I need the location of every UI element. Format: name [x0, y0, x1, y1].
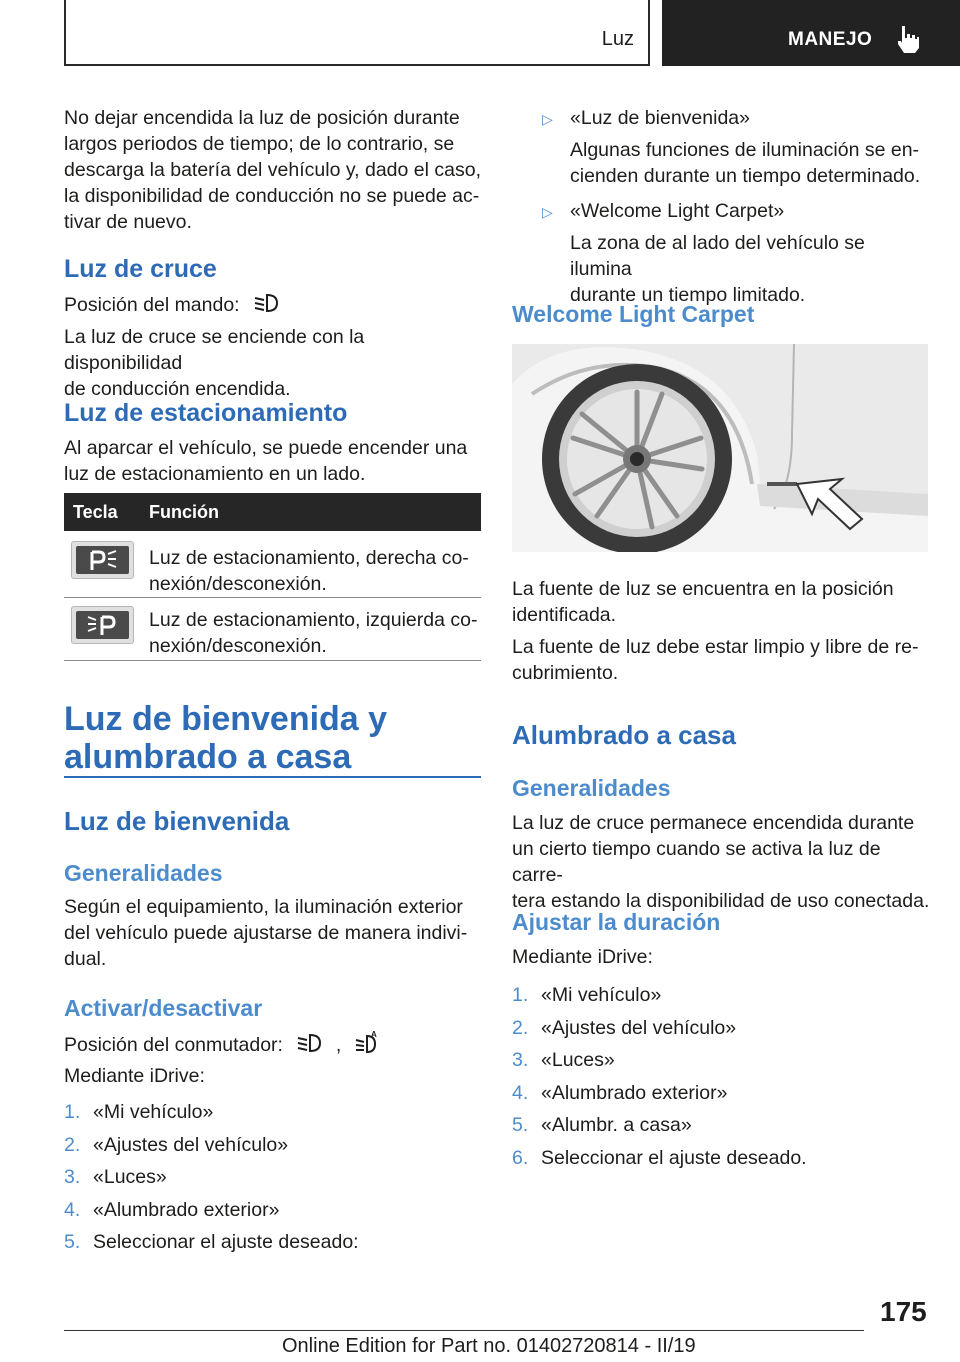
table-header-funcion: Función	[149, 502, 219, 522]
table-row-left	[149, 607, 479, 659]
activar-position-label	[64, 1030, 381, 1058]
step-text: «Alumbrado exterior»	[93, 1198, 280, 1221]
step-number: 2.	[512, 1016, 529, 1039]
list-item	[512, 105, 932, 189]
step-number: 4.	[64, 1198, 81, 1221]
step-text: «Ajustes del vehículo»	[93, 1133, 289, 1156]
table-row-divider	[64, 597, 481, 598]
step-text: «Alumbr. a casa»	[541, 1114, 692, 1136]
alumbrado-line: tera estando la disponibilidad de uso conectada.	[512, 890, 930, 912]
bullet-desc-line: La zona de al lado del vehículo se ilumina	[570, 232, 865, 280]
list-item	[512, 1047, 932, 1080]
list-item	[64, 1229, 484, 1262]
intro-line: descarga la batería del vehículo y, dado el caso,	[64, 159, 481, 181]
parking-light-left-icon	[86, 613, 120, 639]
footer-edition: Online Edition for Part no. 01402720814 - II/19	[282, 1335, 696, 1357]
list-item	[64, 1132, 484, 1165]
list-item	[512, 1015, 932, 1048]
bullet-desc-line: durante un tiempo limitado.	[570, 284, 806, 306]
list-item	[64, 1164, 484, 1197]
step-text: Seleccionar el ajuste deseado:	[93, 1231, 359, 1253]
list-item	[64, 1197, 484, 1230]
table-row-divider	[64, 660, 481, 661]
footer-rule	[64, 1330, 864, 1331]
table-cell-line: Luz de estacionamiento, derecha co-	[149, 547, 469, 569]
step-number: 5.	[64, 1231, 81, 1253]
carpet-paragraph-2	[512, 634, 932, 686]
heading-line: alumbrado a casa	[64, 738, 352, 776]
step-number: 3.	[512, 1049, 529, 1071]
bullet-desc-line: cienden durante un tiempo determinado.	[570, 165, 921, 187]
step-number: 1.	[512, 984, 529, 1006]
low-beam-icon	[253, 292, 281, 314]
carpet-line: cubrimiento.	[512, 662, 619, 684]
comma-separator: ,	[335, 1034, 342, 1056]
step-text: «Alumbrado exterior»	[541, 1081, 728, 1104]
bullet-desc-line: Algunas funciones de iluminación se en-	[570, 139, 920, 161]
bullet-title: «Welcome Light Carpet»	[570, 200, 785, 222]
heading-generalidades-right: Generalidades	[512, 775, 671, 801]
cruce-paragraph	[64, 324, 484, 402]
parking-light-right-key	[71, 541, 134, 579]
list-item	[512, 1112, 932, 1145]
table-cell-line: nexión/desconexión.	[149, 573, 327, 595]
list-item	[512, 1080, 932, 1113]
heading-alumbrado-a-casa: Alumbrado a casa	[512, 720, 736, 750]
activar-position-text: Posición del conmutador:	[64, 1034, 283, 1056]
heading-rule	[64, 776, 481, 778]
car-wheel-photo	[512, 344, 928, 552]
list-item	[512, 982, 932, 1015]
step-text: Seleccionar el ajuste deseado.	[541, 1146, 807, 1169]
steps-list	[64, 1099, 484, 1262]
header-section-box	[64, 0, 650, 66]
step-number: 1.	[64, 1101, 81, 1123]
svg-text:A: A	[370, 1030, 377, 1039]
low-beam-icon	[296, 1032, 324, 1054]
bullet-list	[512, 105, 932, 308]
general-line: del vehículo puede ajustarse de manera indivi-	[64, 922, 468, 944]
heading-generalidades: Generalidades	[64, 860, 223, 886]
parking-light-left-key	[71, 606, 134, 644]
table-header	[64, 493, 481, 531]
general-line: dual.	[64, 948, 107, 970]
page-number: 175	[880, 1296, 927, 1327]
table-header-tecla: Tecla	[73, 502, 118, 522]
auto-light-icon	[353, 1030, 381, 1054]
triangle-bullet-icon: ▷	[542, 204, 553, 220]
header-section-title: Luz	[601, 28, 634, 50]
alumbrado-paragraph	[512, 810, 932, 914]
bullet-title: «Luz de bienvenida»	[570, 107, 750, 129]
heading-activar-desactivar: Activar/desactivar	[64, 995, 263, 1021]
heading-luz-de-estacionamiento: Luz de estacionamiento	[64, 399, 348, 427]
step-number: 6.	[512, 1146, 529, 1169]
alumbrado-line: un cierto tiempo cuando se activa la luz de carre-	[512, 838, 881, 886]
step-text: «Ajustes del vehículo»	[541, 1016, 737, 1039]
estac-line: luz de estacionamiento en un lado.	[64, 463, 366, 485]
cruce-position-label	[64, 292, 281, 318]
cruce-position-text: Posición del mando:	[64, 294, 240, 316]
heading-luz-de-cruce: Luz de cruce	[64, 255, 217, 283]
step-number: 2.	[64, 1133, 81, 1156]
intro-line: tivar de nuevo.	[64, 211, 192, 233]
idrive-label: Mediante iDrive:	[64, 1065, 205, 1087]
triangle-bullet-icon: ▷	[542, 111, 553, 127]
parking-light-right-icon	[88, 548, 120, 574]
carpet-line: La fuente de luz se encuentra en la posición	[512, 578, 894, 600]
heading-welcome-light-carpet: Welcome Light Carpet	[512, 301, 755, 327]
alumbrado-line: La luz de cruce permanece encendida durante	[512, 812, 915, 834]
step-number: 4.	[512, 1081, 529, 1104]
general-paragraph	[64, 894, 484, 972]
estac-paragraph	[64, 435, 484, 487]
table-cell-line: nexión/desconexión.	[149, 635, 327, 657]
list-item	[512, 1145, 932, 1178]
idrive-label-right: Mediante iDrive:	[512, 946, 653, 968]
step-text: «Luces»	[93, 1166, 167, 1188]
carpet-line: La fuente de luz debe estar limpio y libre de re-	[512, 636, 919, 658]
step-text: «Luces»	[541, 1049, 615, 1071]
steps-list-right	[512, 982, 932, 1177]
step-text: «Mi vehículo»	[541, 984, 662, 1006]
header-chapter-title: MANEJO	[788, 29, 873, 50]
heading-ajustar-la-duracion: Ajustar la duración	[512, 909, 721, 935]
heading-line: Luz de bienvenida y	[64, 700, 388, 738]
heading-luz-de-bienvenida-y-alumbrado	[64, 700, 387, 776]
step-number: 3.	[64, 1166, 81, 1188]
carpet-line: identificada.	[512, 604, 617, 626]
list-item	[64, 1099, 484, 1132]
table-row-right	[149, 545, 479, 597]
step-number: 5.	[512, 1114, 529, 1136]
cruce-line: La luz de cruce se enciende con la disponibilidad	[64, 326, 365, 374]
pointing-hand-icon	[895, 24, 921, 54]
intro-line: la disponibilidad de conducción no se puede ac-	[64, 185, 480, 207]
cruce-line: de conducción encendida.	[64, 378, 291, 400]
table-cell-line: Luz de estacionamiento, izquierda co-	[149, 609, 478, 631]
general-line: Según el equipamiento, la iluminación exterior	[64, 896, 463, 918]
estac-line: Al aparcar el vehículo, se puede encender una	[64, 437, 468, 459]
list-item	[512, 198, 932, 308]
step-text: «Mi vehículo»	[93, 1101, 214, 1123]
intro-line: No dejar encendida la luz de posición durante	[64, 107, 460, 129]
header-chapter-box	[662, 0, 960, 66]
heading-luz-de-bienvenida: Luz de bienvenida	[64, 806, 290, 836]
intro-line: largos periodos de tiempo; de lo contrario, se	[64, 133, 455, 155]
intro-paragraph	[64, 105, 484, 235]
carpet-paragraph-1	[512, 576, 932, 628]
